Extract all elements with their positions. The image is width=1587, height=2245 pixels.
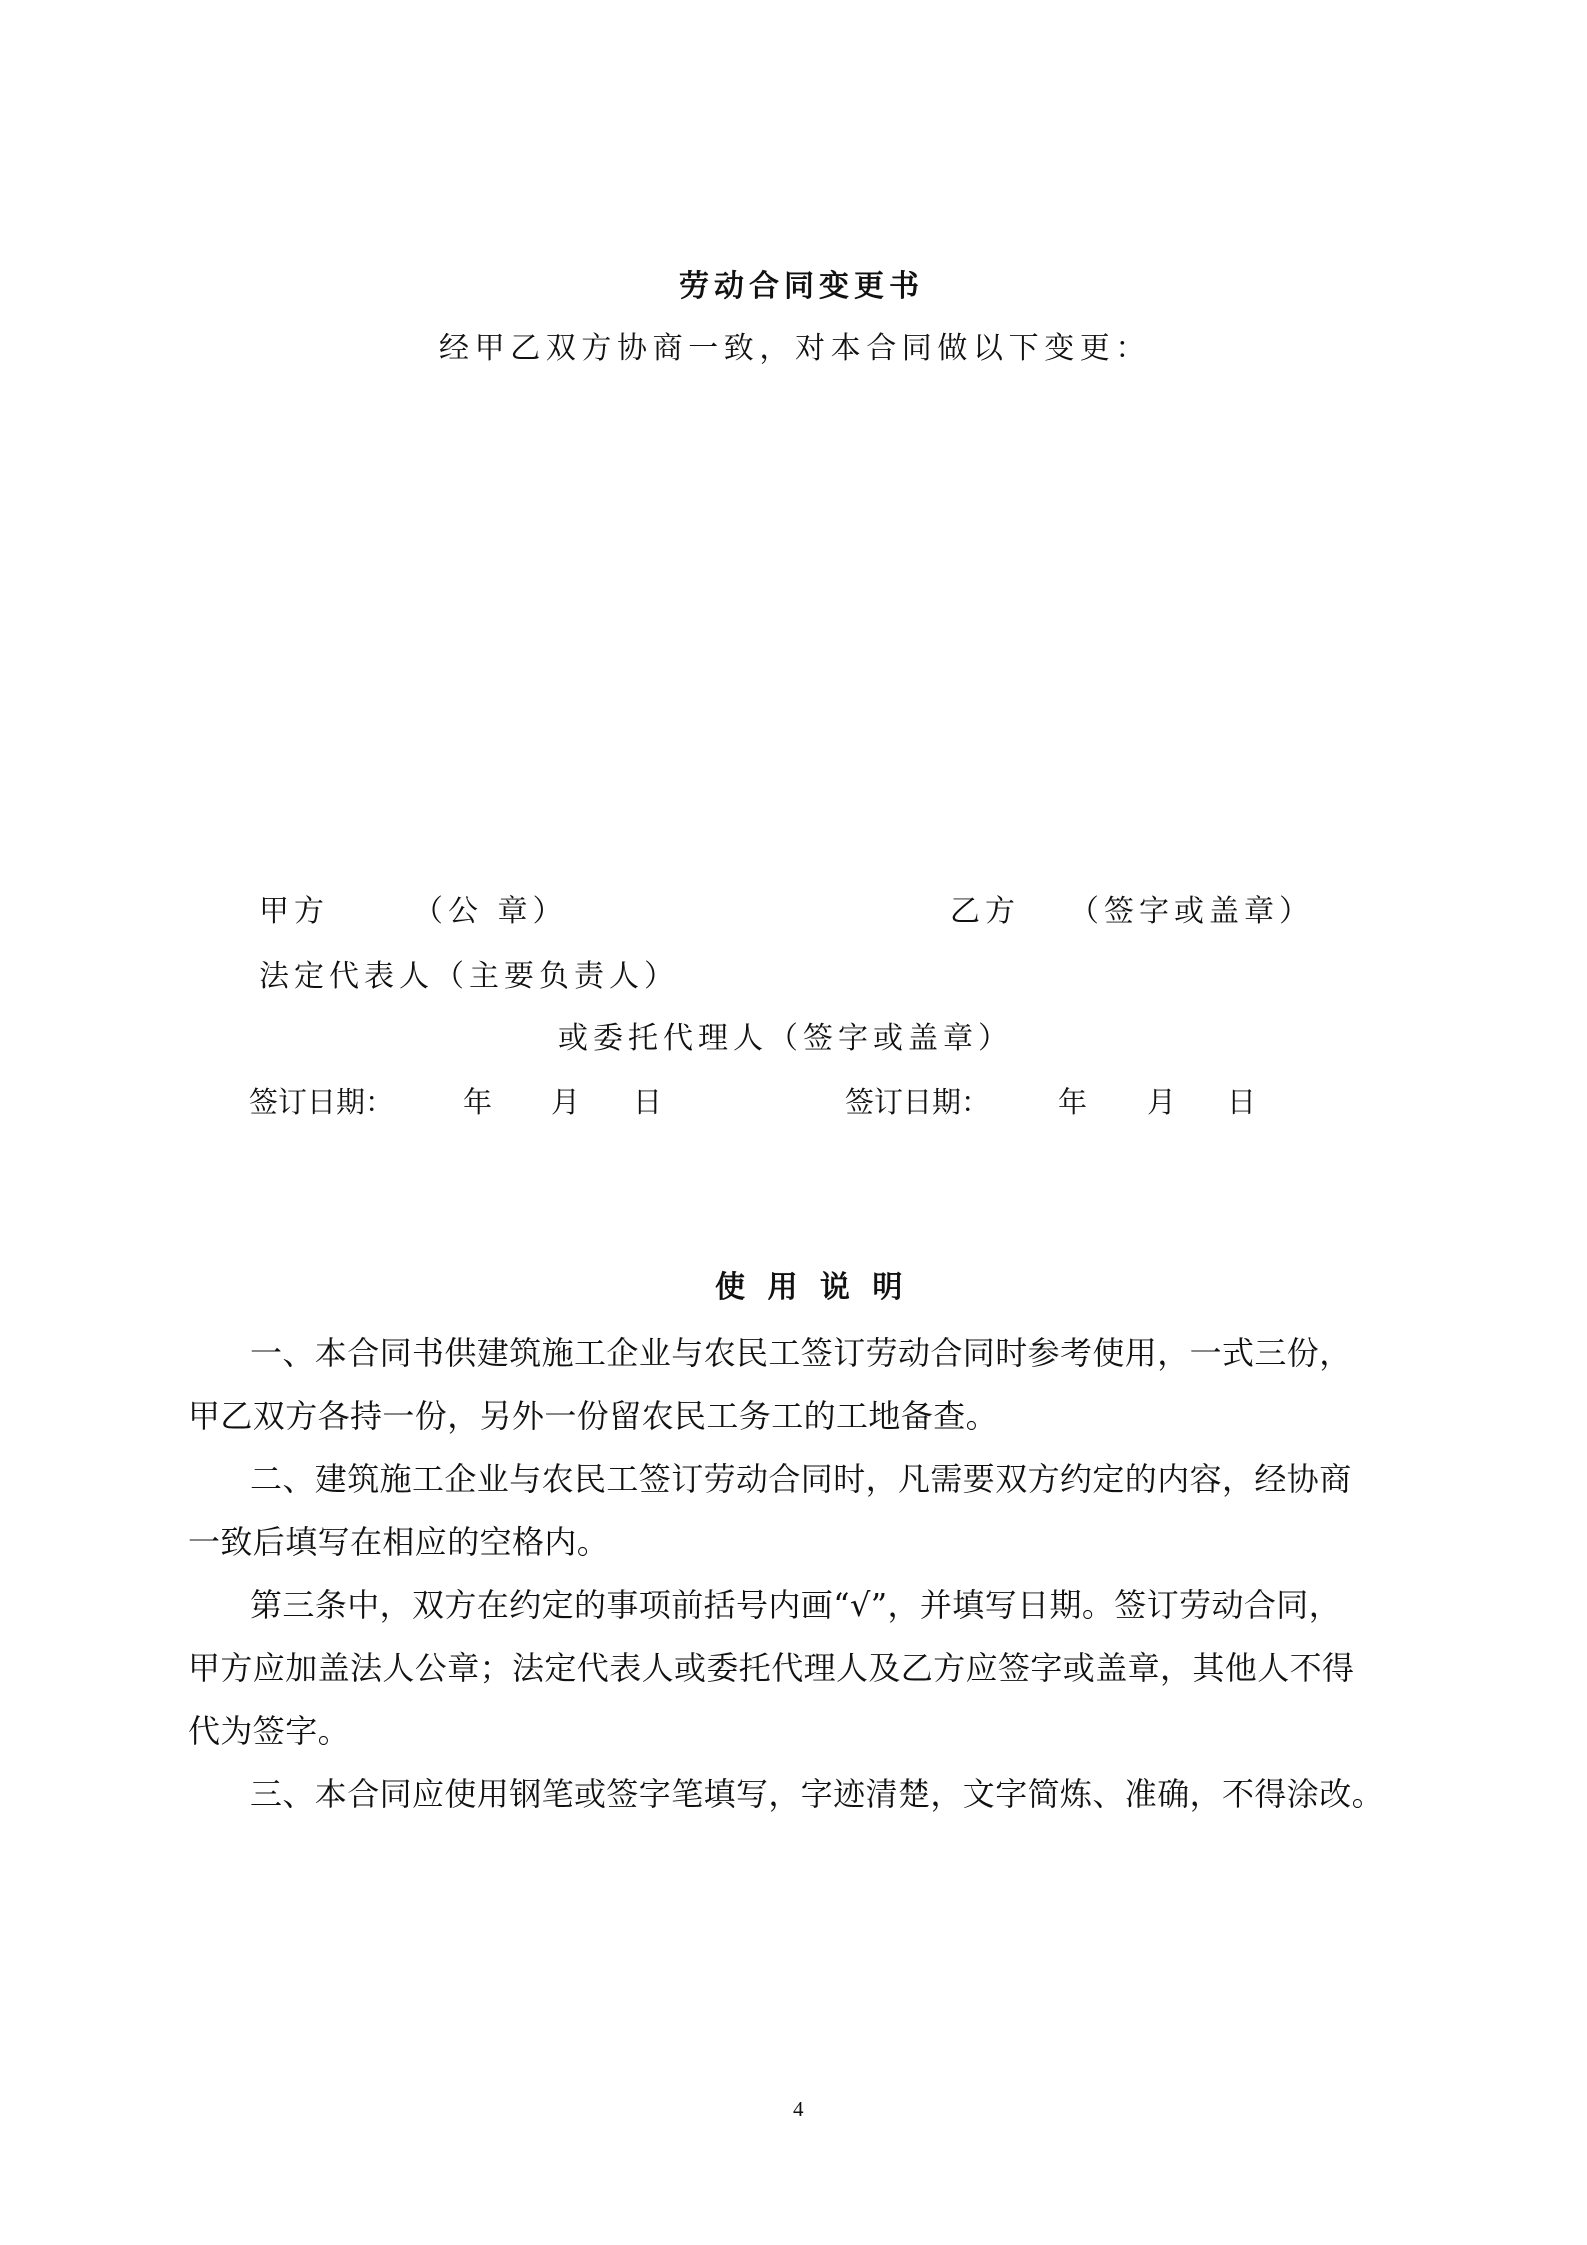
instruction-line: 甲乙双方各持一份，另外一份留农民工务工的工地备查。 xyxy=(188,1397,999,1435)
instruction-line: 代为签字。 xyxy=(188,1712,351,1750)
day-label: 日 xyxy=(1227,1085,1257,1119)
instructions-body xyxy=(188,1322,1438,1826)
signing-date-label: 签订日期： xyxy=(249,1085,395,1119)
instruction-line: 第三条中，双方在约定的事项前括号内画“√”，并填写日期。签订劳动合同， xyxy=(250,1586,1342,1624)
page-number: 4 xyxy=(793,2097,804,2121)
authorized-agent-label: 或委托代理人（签字或盖章） xyxy=(558,1021,1013,1056)
year-label: 年 xyxy=(1058,1085,1088,1119)
party-a-label: 甲方 xyxy=(259,894,329,929)
instruction-line: 二、建筑施工企业与农民工签订劳动合同时，凡需要双方约定的内容，经协商 xyxy=(250,1460,1352,1498)
month-label: 月 xyxy=(551,1085,581,1119)
party-a-seal: （公 章） xyxy=(413,894,568,929)
month-label: 月 xyxy=(1147,1085,1177,1119)
party-b-label: 乙方 xyxy=(950,894,1020,929)
legal-representative-label: 法定代表人（主要负责人） xyxy=(259,959,679,994)
instruction-line: 一、本合同书供建筑施工企业与农民工签订劳动合同时参考使用，一式三份， xyxy=(250,1334,1352,1372)
instruction-line: 甲方应加盖法人公章；法定代表人或委托代理人及乙方应签字或盖章，其他人不得 xyxy=(188,1649,1355,1687)
signing-date-label: 签订日期： xyxy=(845,1085,991,1119)
year-label: 年 xyxy=(463,1085,493,1119)
instruction-line: 一致后填写在相应的空格内。 xyxy=(188,1523,610,1561)
intro-statement: 经甲乙双方协商一致，对本合同做以下变更： xyxy=(439,331,1151,366)
instructions-heading: 使 用 说 明 xyxy=(715,1270,909,1305)
day-label: 日 xyxy=(633,1085,663,1119)
document-title: 劳动合同变更书 xyxy=(679,269,924,304)
instruction-line: 三、本合同应使用钢笔或签字笔填写，字迹清楚，文字简炼、准确，不得涂改。 xyxy=(250,1775,1385,1813)
party-b-seal: （签字或盖章） xyxy=(1069,894,1314,929)
